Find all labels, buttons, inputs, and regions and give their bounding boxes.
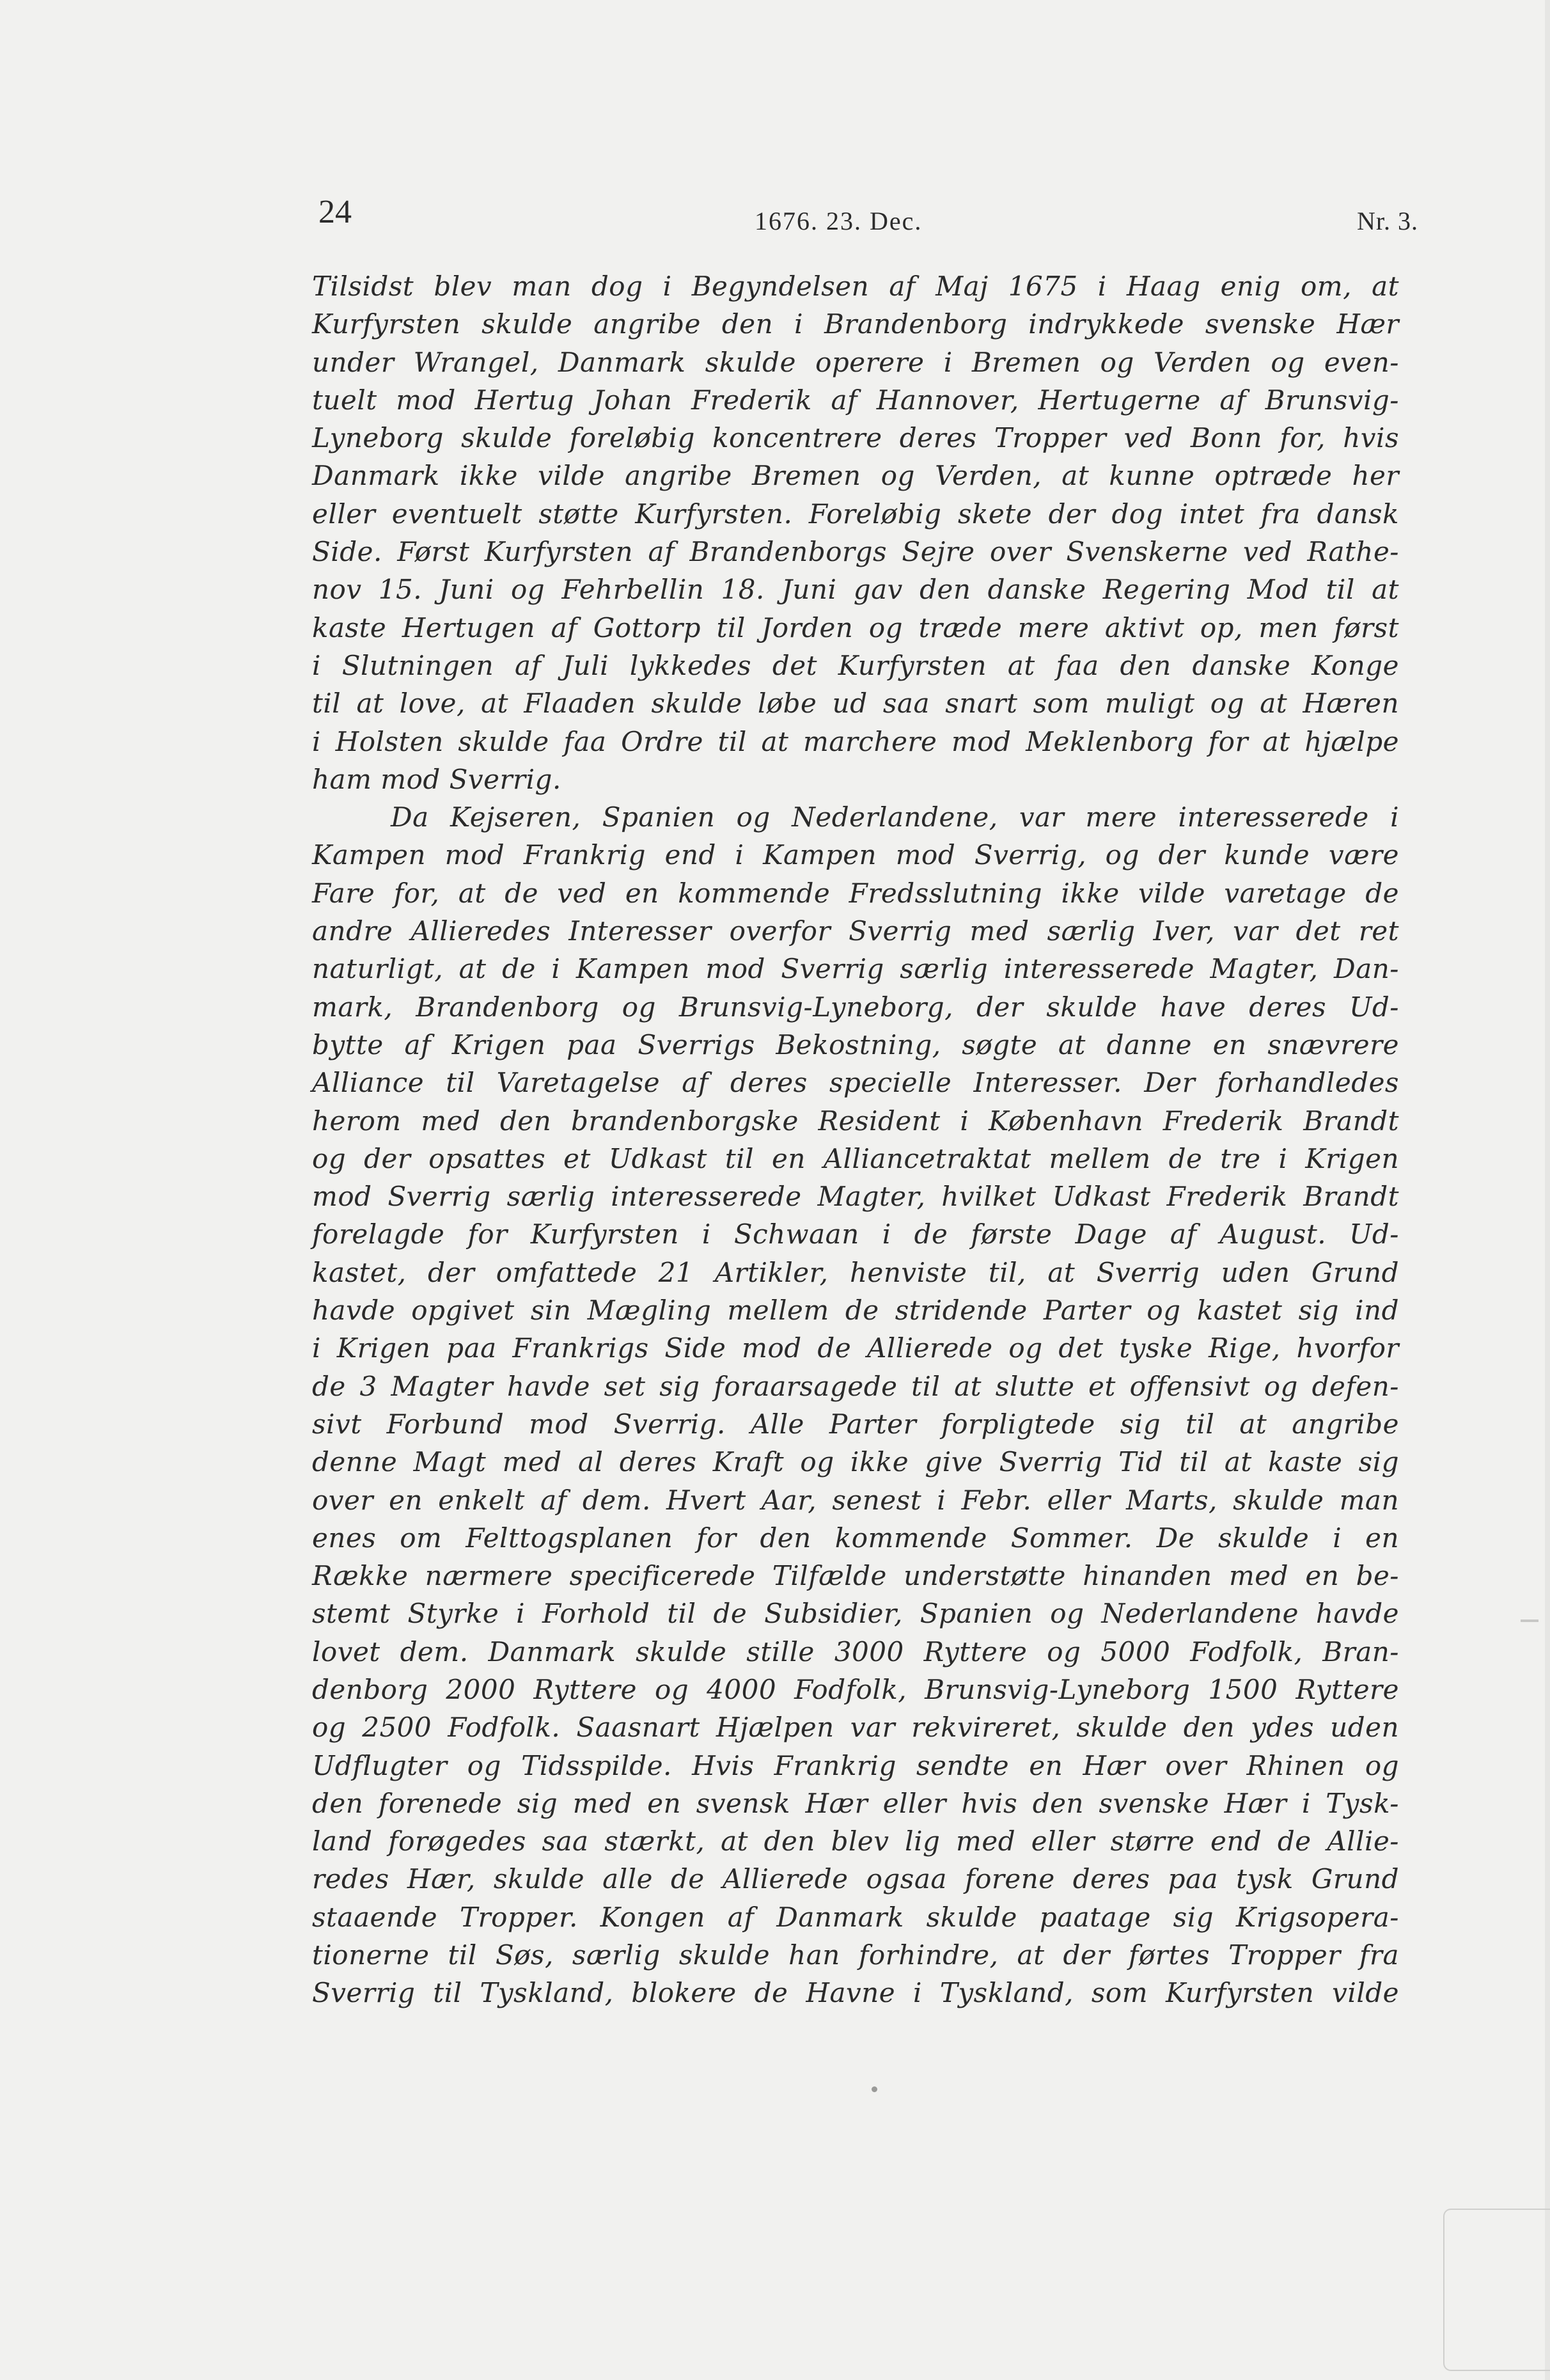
text-line: Sverrig til Tyskland, blokere de Havne i Tyskland, som Kurfyrsten vilde [312, 1977, 1399, 2009]
scan-edge-shadow [1545, 0, 1550, 2380]
text-line: denborg 2000 Ryttere og 4000 Fodfolk, Brunsvig-Lyneborg 1500 Ryttere [312, 1673, 1399, 1705]
text-line: og der opsattes et Udkast til en Alliancetraktat mellem de tre i Krigen [312, 1142, 1399, 1174]
text-line: kastet, der omfattede 21 Artikler, henviste til, at Sverrig uden Grund [312, 1256, 1399, 1288]
text-line: bytte af Krigen paa Sverrigs Bekostning, søgte at danne en snævrere [312, 1028, 1399, 1060]
text-line: denne Magt med al deres Kraft og ikke give Sverrig Tid til at kaste sig [312, 1446, 1399, 1478]
text-line: lovet dem. Danmark skulde stille 3000 Ryttere og 5000 Fodfolk, Bran- [312, 1635, 1399, 1667]
text-line: naturligt, at de i Kampen mod Sverrig særlig interesserede Magter, Dan- [312, 953, 1399, 985]
text-line: land forøgedes saa stærkt, at den blev lig med eller større end de Allie- [312, 1825, 1399, 1857]
text-line: Fare for, at de ved en kommende Fredsslutning ikke vilde varetage de [312, 877, 1399, 909]
text-line: Kurfyrsten skulde angribe den i Brandenborg indrykkede svenske Hær [312, 308, 1399, 340]
text-line: ham mod Sverrig. [312, 763, 561, 795]
text-line: under Wrangel, Danmark skulde operere i Bremen og Verden og even- [312, 346, 1399, 378]
text-line: Da Kejseren, Spanien og Nederlandene, var mere interesserede i [391, 801, 1399, 833]
text-line: Side. Først Kurfyrsten af Brandenborgs Sejre over Svenskerne ved Rathe- [312, 536, 1399, 568]
page-number: 24 [318, 194, 352, 230]
text-line: de 3 Magter havde set sig foraarsagede til at slutte et offensivt og defen- [312, 1370, 1399, 1402]
text-line: tionerne til Søs, særlig skulde han forhindre, at der førtes Tropper fra [312, 1939, 1399, 1971]
text-line: Kampen mod Frankrig end i Kampen mod Sverrig, og der kunde være [312, 839, 1399, 871]
document-number: Nr. 3. [1357, 207, 1418, 235]
text-line: til at love, at Flaaden skulde løbe ud saa snart som muligt og at Hæren [312, 688, 1399, 720]
scan-margin-dash [1521, 1620, 1538, 1622]
text-line: i Slutningen af Juli lykkedes det Kurfyrsten at faa den danske Konge [312, 649, 1399, 681]
scan-speck [872, 2086, 877, 2092]
text-line: herom med den brandenborgske Resident i København Frederik Brandt [312, 1105, 1399, 1137]
text-line: Udflugter og Tidsspilde. Hvis Frankrig sendte en Hær over Rhinen og [312, 1749, 1399, 1781]
text-line: Række nærmere specificerede Tilfælde understøtte hinanden med en be- [312, 1560, 1399, 1592]
text-line: enes om Felttogsplanen for den kommende Sommer. De skulde i en [312, 1522, 1399, 1554]
date-heading: 1676. 23. Dec. [755, 207, 923, 235]
text-line: i Krigen paa Frankrigs Side mod de Allierede og det tyske Rige, hvorfor [312, 1332, 1399, 1364]
body-text [312, 267, 1399, 2012]
text-line: andre Allieredes Interesser overfor Sverrig med særlig Iver, var det ret [312, 915, 1399, 947]
text-line: havde opgivet sin Mægling mellem de stridende Parter og kastet sig ind [312, 1295, 1399, 1327]
text-line: nov 15. Juni og Fehrbellin 18. Juni gav den danske Regering Mod til at [312, 574, 1399, 606]
text-line: staaende Tropper. Kongen af Danmark skulde paatage sig Krigsopera- [312, 1901, 1399, 1933]
text-line: i Holsten skulde faa Ordre til at marchere mod Meklenborg for at hjælpe [312, 725, 1399, 757]
text-line: mark, Brandenborg og Brunsvig-Lyneborg, der skulde have deres Ud- [312, 991, 1399, 1023]
text-line: Danmark ikke vilde angribe Bremen og Verden, at kunne optræde her [312, 460, 1399, 492]
text-line: Alliance til Varetagelse af deres specielle Interesser. Der forhandledes [312, 1067, 1399, 1099]
text-line: sivt Forbund mod Sverrig. Alle Parter forpligtede sig til at angribe [312, 1408, 1399, 1440]
text-line: tuelt mod Hertug Johan Frederik af Hannover, Hertugerne af Brunsvig- [312, 384, 1399, 416]
text-line: kaste Hertugen af Gottorp til Jorden og træde mere aktivt op, men først [312, 611, 1399, 643]
text-line: stemt Styrke i Forhold til de Subsidier, Spanien og Nederlandene havde [312, 1598, 1399, 1630]
text-line: forelagde for Kurfyrsten i Schwaan i de første Dage af August. Ud- [312, 1218, 1399, 1250]
text-line: Tilsidst blev man dog i Begyndelsen af Maj 1675 i Haag enig om, at [312, 271, 1399, 302]
text-line: mod Sverrig særlig interesserede Magter, hvilket Udkast Frederik Brandt [312, 1181, 1399, 1213]
page-header [318, 192, 1418, 243]
text-line: redes Hær, skulde alle de Allierede ogsaa forene deres paa tysk Grund [312, 1863, 1399, 1895]
text-line: og 2500 Fodfolk. Saasnart Hjælpen var rekvireret, skulde den ydes uden [312, 1712, 1399, 1744]
scan-corner-mark [1443, 2209, 1550, 2371]
text-line: Lyneborg skulde foreløbig koncentrere deres Tropper ved Bonn for, hvis [312, 422, 1399, 454]
text-line: over en enkelt af dem. Hvert Aar, senest i Febr. eller Marts, skulde man [312, 1484, 1399, 1516]
text-line: eller eventuelt støtte Kurfyrsten. Foreløbig skete der dog intet fra dansk [312, 498, 1399, 530]
text-line: den forenede sig med en svensk Hær eller hvis den svenske Hær i Tysk- [312, 1787, 1399, 1819]
